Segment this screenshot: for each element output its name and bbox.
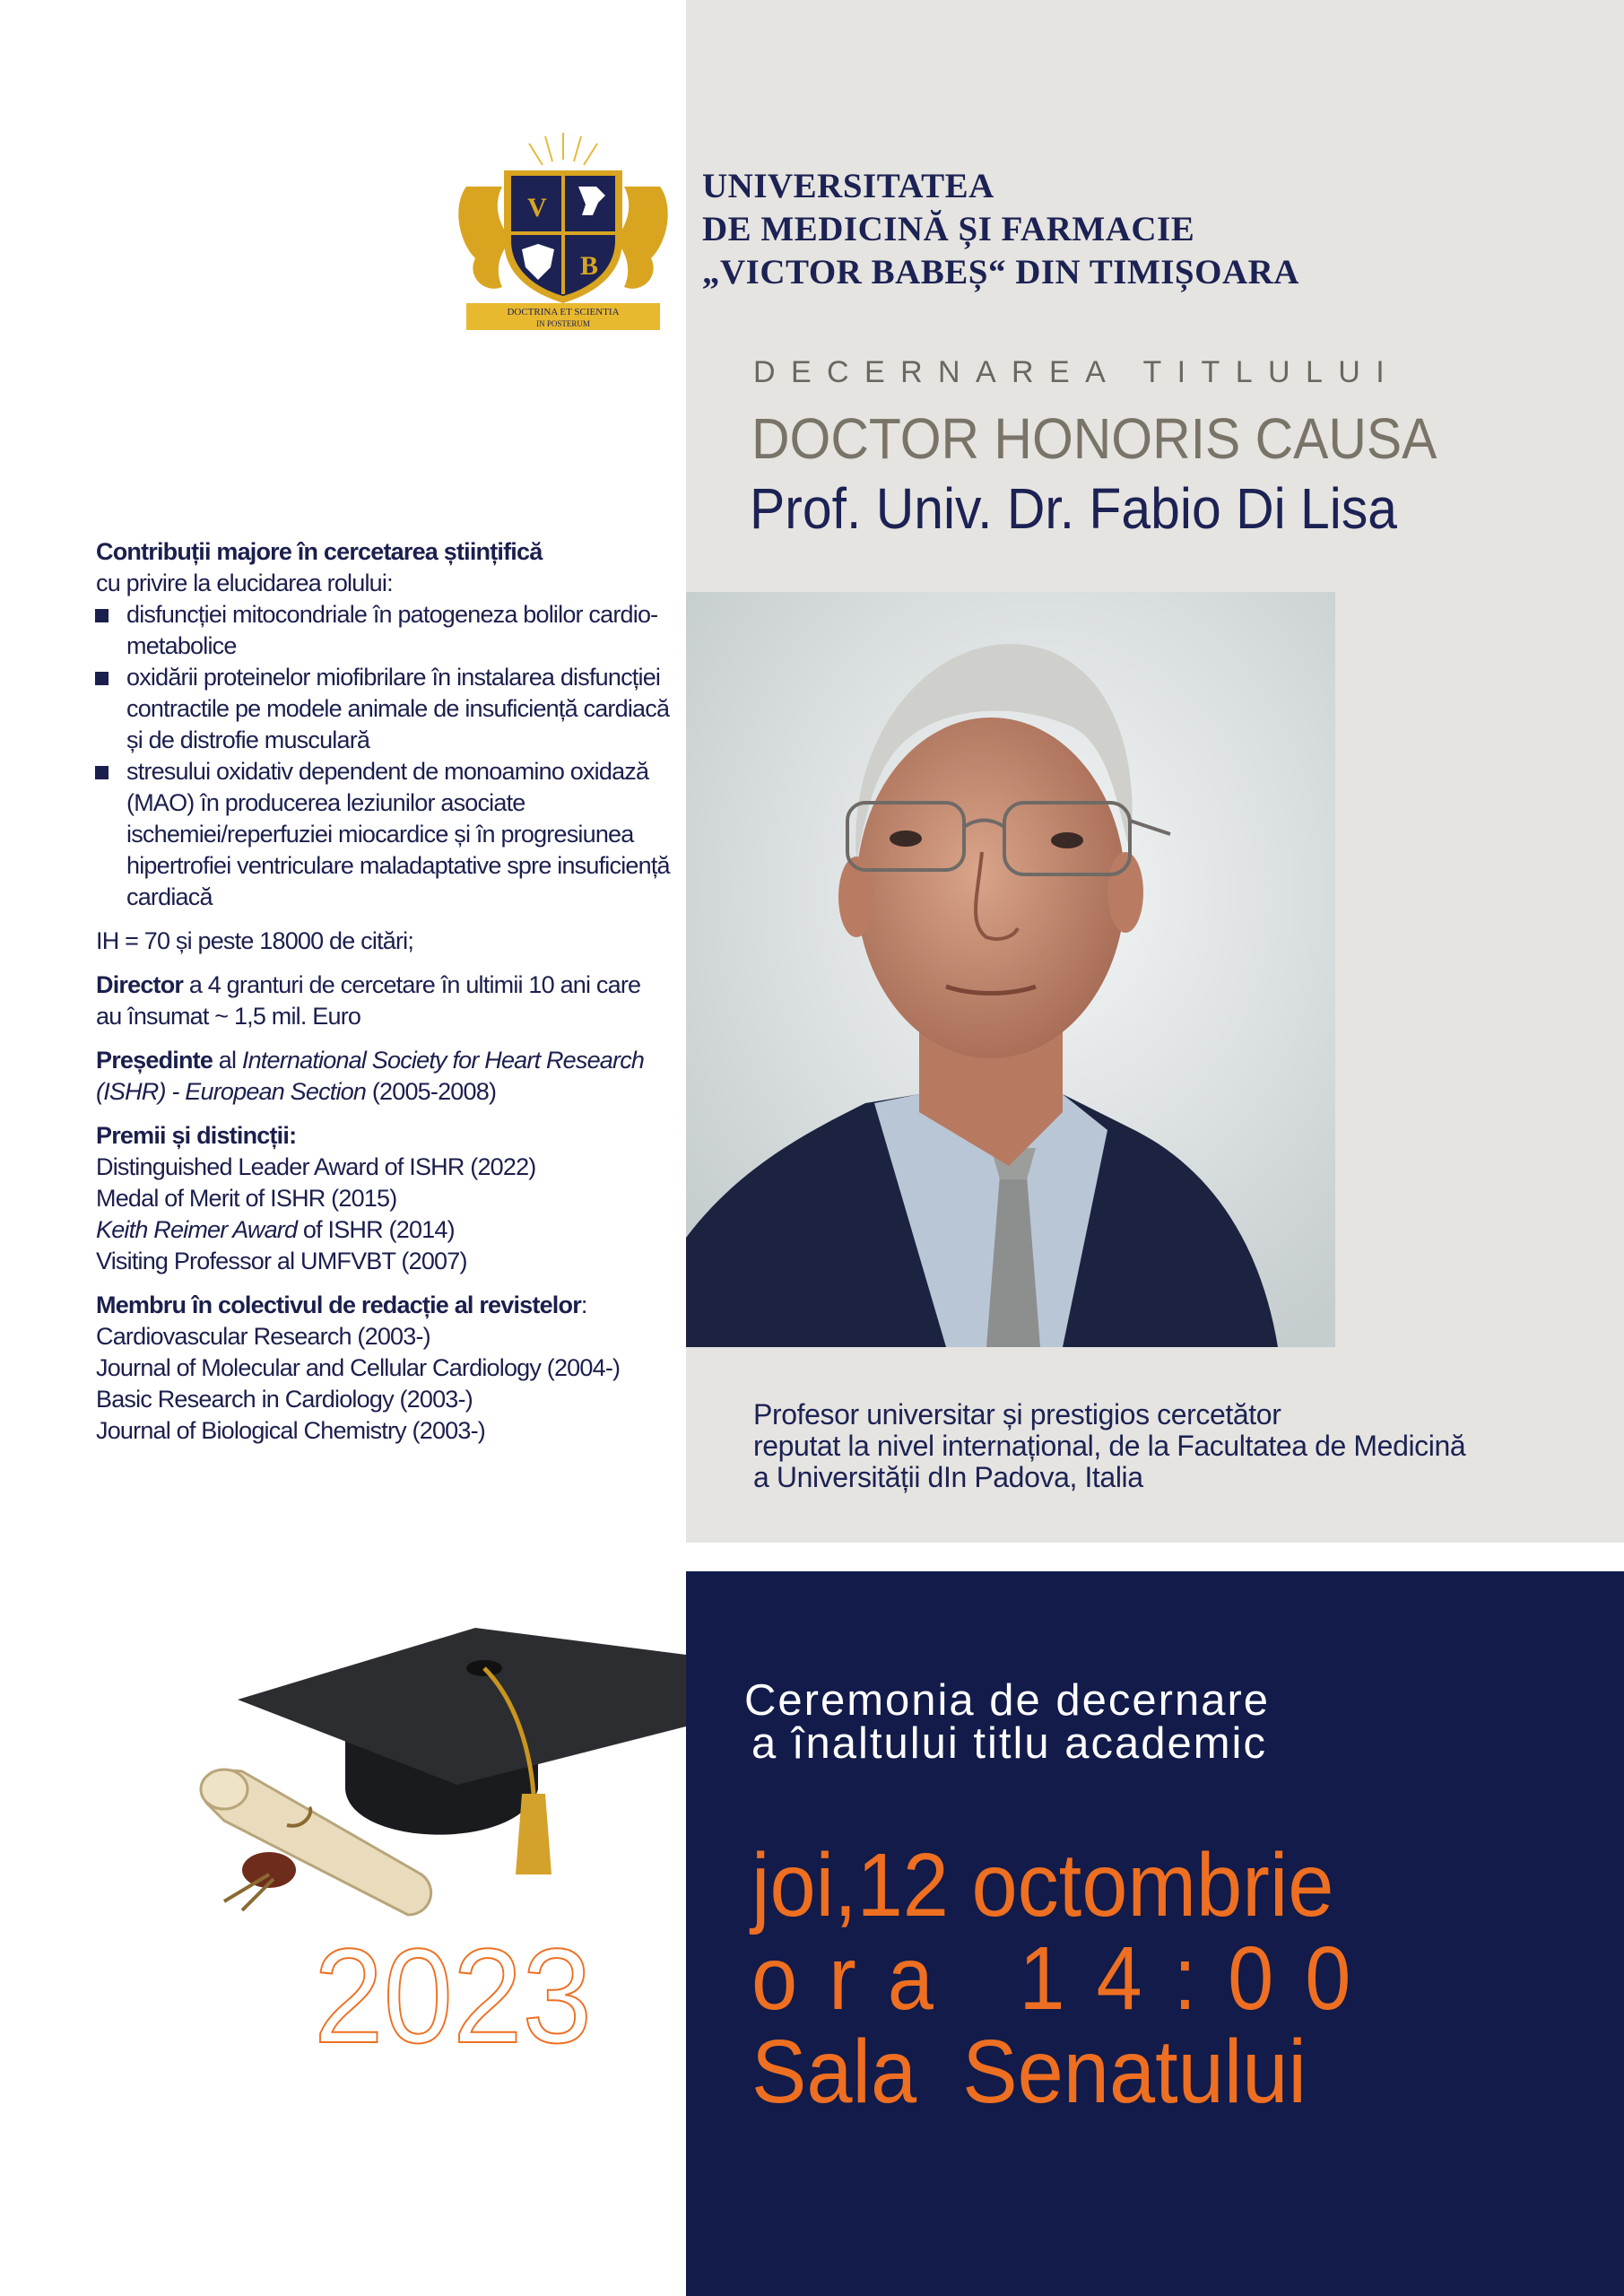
- awards-heading: Premii și distincții:: [96, 1122, 297, 1149]
- award-item: Medal of Merit of ISHR (2015): [96, 1185, 397, 1212]
- event-details: [751, 1835, 1437, 2122]
- year-outline: [309, 1933, 596, 2058]
- cap-tassel: [516, 1794, 551, 1874]
- award-item: Keith Reimer Award of ISHR (2014): [96, 1216, 455, 1243]
- contributions-heading: Contribuții majore în cercetarea științifică: [96, 538, 543, 565]
- description-line: Profesor universitar și prestigios cercetător: [753, 1398, 1281, 1431]
- description-line: reputat la nivel internațional, de la Facultatea de Medicină: [753, 1430, 1466, 1462]
- biography-column: [96, 536, 670, 1447]
- university-crest-logo: [448, 124, 678, 335]
- university-name-line3: „VICTOR BABEȘ“ DIN TIMIȘOARA: [702, 253, 1299, 291]
- list-item: disfuncției mitocondriale în patogeneza bolilor cardio-metabolice: [96, 599, 670, 662]
- editorial-heading: Membru în colectivul de redacție al revistelor:: [96, 1292, 587, 1318]
- president-line: Președinte al International Society for Heart Research (ISHR) - European Section (2005-2008): [96, 1047, 645, 1105]
- crest-left-leaf: [458, 187, 511, 289]
- event-place: Sala Senatului: [751, 2022, 1307, 2122]
- bullet-square-icon: [95, 609, 109, 622]
- award-item: Visiting Professor al UMFVBT (2007): [96, 1248, 467, 1274]
- crest-letter-v: V: [527, 193, 547, 222]
- description-line: a Universității dIn Padova, Italia: [753, 1461, 1143, 1493]
- journal-item: Basic Research in Cardiology (2003-): [96, 1386, 473, 1413]
- crest-motto-1: DOCTRINA ET SCIENTIA: [507, 307, 620, 317]
- graduation-cap-diploma-icon: [188, 1605, 690, 1937]
- crest-motto-2: IN POSTERUM: [536, 319, 590, 328]
- ceremony-line: Ceremonia de decernare: [744, 1676, 1271, 1725]
- award-title: DOCTOR HONORIS CAUSA: [751, 406, 1437, 471]
- honoree-name: Prof. Univ. Dr. Fabio Di Lisa: [750, 476, 1398, 541]
- university-name-line1: UNIVERSITATEA: [702, 167, 994, 205]
- ceremony-title: [744, 1676, 1271, 1768]
- list-item: oxidării proteinelor miofibrilare în instalarea disfuncției contractile pe modele animale de insuficiență cardiacă și de distrofie musculară: [96, 662, 670, 756]
- award-item: Distinguished Leader Award of ISHR (2022): [96, 1153, 536, 1180]
- crest-right-leaf: [615, 187, 668, 289]
- crest-letter-b: B: [579, 251, 599, 281]
- event-date: joi,12 octombrie: [751, 1835, 1334, 1935]
- bullet-square-icon: [95, 672, 109, 685]
- bullet-square-icon: [95, 766, 109, 779]
- journal-item: Journal of Molecular and Cellular Cardiology (2004-): [96, 1354, 621, 1381]
- honoree-portrait: [686, 592, 1335, 1347]
- cap-board: [238, 1628, 686, 1785]
- ceremony-line: a înaltului titlu academic: [751, 1719, 1267, 1768]
- list-item: stresului oxidativ dependent de monoamino oxidază (MAO) în producerea leziunilor asociate ischemiei/reperfuziei miocardice și în progresiunea hipertrofiei ventriculare maladaptative spre insuficiență cardiacă: [96, 756, 670, 913]
- year-text: 2023: [314, 1933, 592, 2058]
- journal-item: Journal of Biological Chemistry (2003-): [96, 1417, 485, 1444]
- contributions-list: [96, 599, 670, 913]
- portrait-face: [856, 718, 1125, 1058]
- university-name-line2: DE MEDICINĂ ȘI FARMACIE: [702, 210, 1195, 248]
- h-index-line: IH = 70 și peste 18000 de citări;: [96, 927, 414, 954]
- event-time: ora 14:00: [751, 1928, 1383, 2029]
- title-overline: DECERNAREA TITLULUI: [753, 355, 1401, 389]
- honoree-description: [753, 1399, 1465, 1493]
- journal-item: Cardiovascular Research (2003-): [96, 1323, 430, 1350]
- crest-rays: [529, 133, 597, 165]
- contributions-intro: cu privire la elucidarea rolului:: [96, 570, 393, 596]
- director-line: Director a 4 granturi de cercetare în ultimii 10 ani care au însumat ~ 1,5 mil. Euro: [96, 971, 641, 1030]
